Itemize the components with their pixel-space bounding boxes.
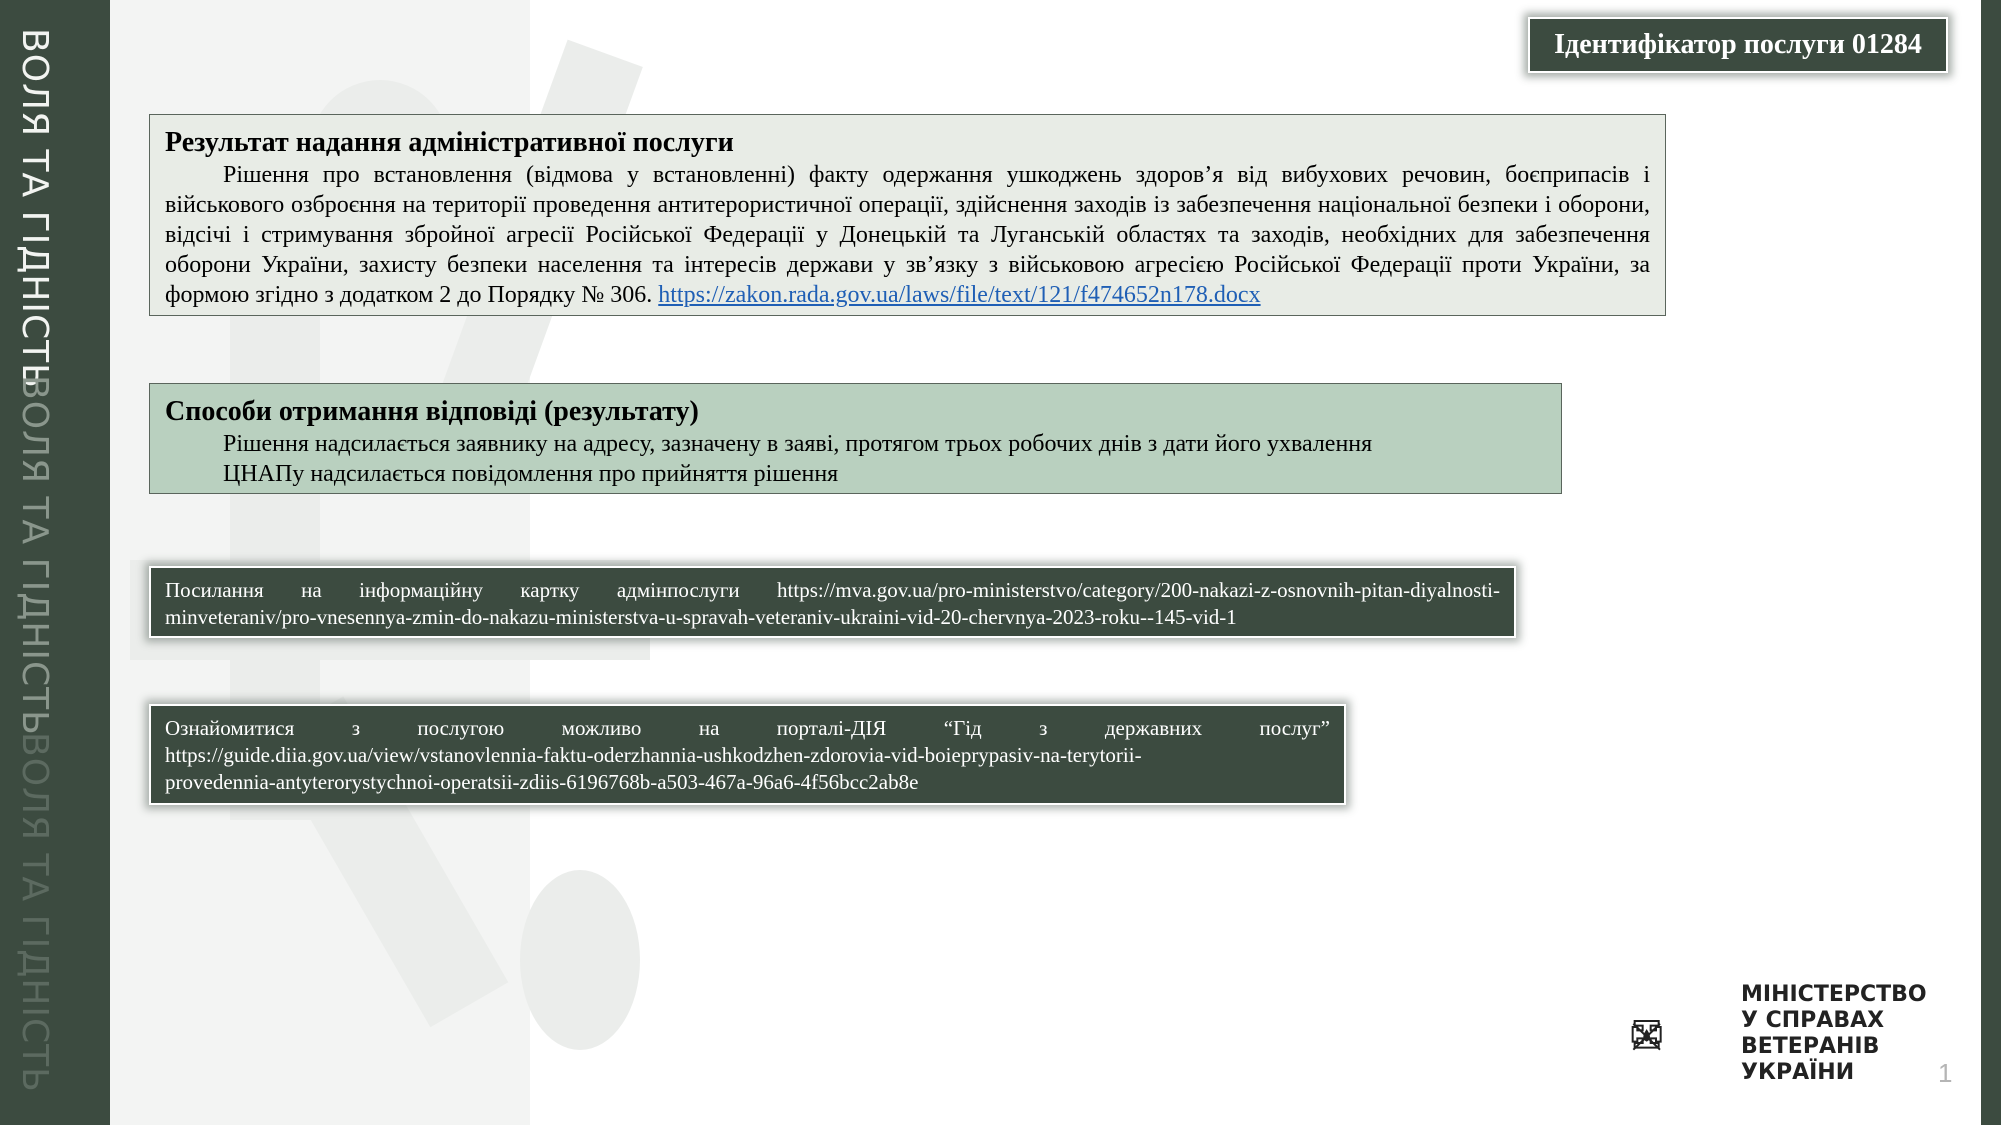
logo-line: У СПРАВАХ (1741, 1008, 1885, 1033)
ways-title: Способи отримання відповіді (результату) (165, 396, 699, 427)
ministry-logo-text (1741, 982, 1927, 1086)
result-title: Результат надання адміністративної послуги (165, 127, 734, 158)
ways-line: ЦНАПу надсилається повідомлення про прийняття рішення (223, 461, 839, 487)
sidebar-slogan: ВОЛЯ ТА ГІДНІСТЬ (14, 28, 55, 389)
info-card-line: Посилання на інформаційну картку адмінпослуги https://mva.gov.ua/pro-ministerstvo/category/200-nakazi-z-osnovnih-pitan-diyalnosti- (165, 578, 1500, 602)
service-id-badge: Ідентифікатор послуги 01284 (1528, 17, 1948, 73)
info-card-box (149, 566, 1516, 638)
diia-box (149, 704, 1346, 805)
result-text (165, 160, 1650, 310)
diia-intro: Ознайомитися з послугою можливо на порталі-ДІЯ “Гід з державних послуг” (165, 716, 1330, 740)
result-description: Рішення про встановлення (відмова у встановленні) факту одержання ушкоджень здоров’я від вибухових речовин, боєприпасів і військового озброєння на території проведення антитерористичної операції, здійснення заходів із забезпечення національної безпеки і оборони, відсічі і стримування збройної агресії Російської Федерації у Донецькій та Луганській областях та заходів, необхідних для забезпечення оборони України, захисту безпеки населення та інтересів держави у зв’язку з військовою агресією Російської Федерації проти України, за формою згідно з додатком 2 до Порядку № 306. (165, 162, 1650, 308)
ways-box (149, 383, 1562, 494)
diia-link-line: https://guide.diia.gov.ua/view/vstanovlennia-faktu-oderzhannia-ushkodzhen-zdorovia-vid-boieprypasiv-na-terytorii- (165, 743, 1142, 767)
result-form-link[interactable]: https://zakon.rada.gov.ua/laws/file/text/121/f474652n178.docx (658, 282, 1261, 308)
info-card-line: minveteraniv/pro-vnesennya-zmin-do-nakazu-ministerstva-u-spravah-veteraniv-ukraini-vid-20-chervnya-2023-roku--145-vid-1 (165, 605, 1237, 629)
page-number: 1 (1938, 1058, 1953, 1088)
logo-line: ВЕТЕРАНІВ (1741, 1034, 1880, 1059)
diia-link-line: provedennia-antyterorystychnoi-operatsii-zdiis-6196768b-a503-467a-96a6-4f56bcc2ab8e (165, 770, 919, 794)
right-edge-bar (1981, 0, 2001, 1125)
logo-line: МІНІСТЕРСТВО (1741, 982, 1927, 1007)
sidebar (0, 0, 110, 1125)
sidebar-slogan: ВОЛЯ ТА ГІДНІСТЬ (14, 375, 55, 736)
ministry-emblem-icon (1630, 982, 1730, 1087)
result-box (149, 114, 1666, 316)
logo-line: УКРАЇНИ (1741, 1060, 1855, 1085)
sidebar-slogan: ВОЛЯ ТА ГІДНІСТЬ (14, 732, 55, 1093)
ways-line: Рішення надсилається заявнику на адресу, зазначену в заяві, протягом трьох робочих днів з дати його ухвалення (223, 431, 1373, 457)
